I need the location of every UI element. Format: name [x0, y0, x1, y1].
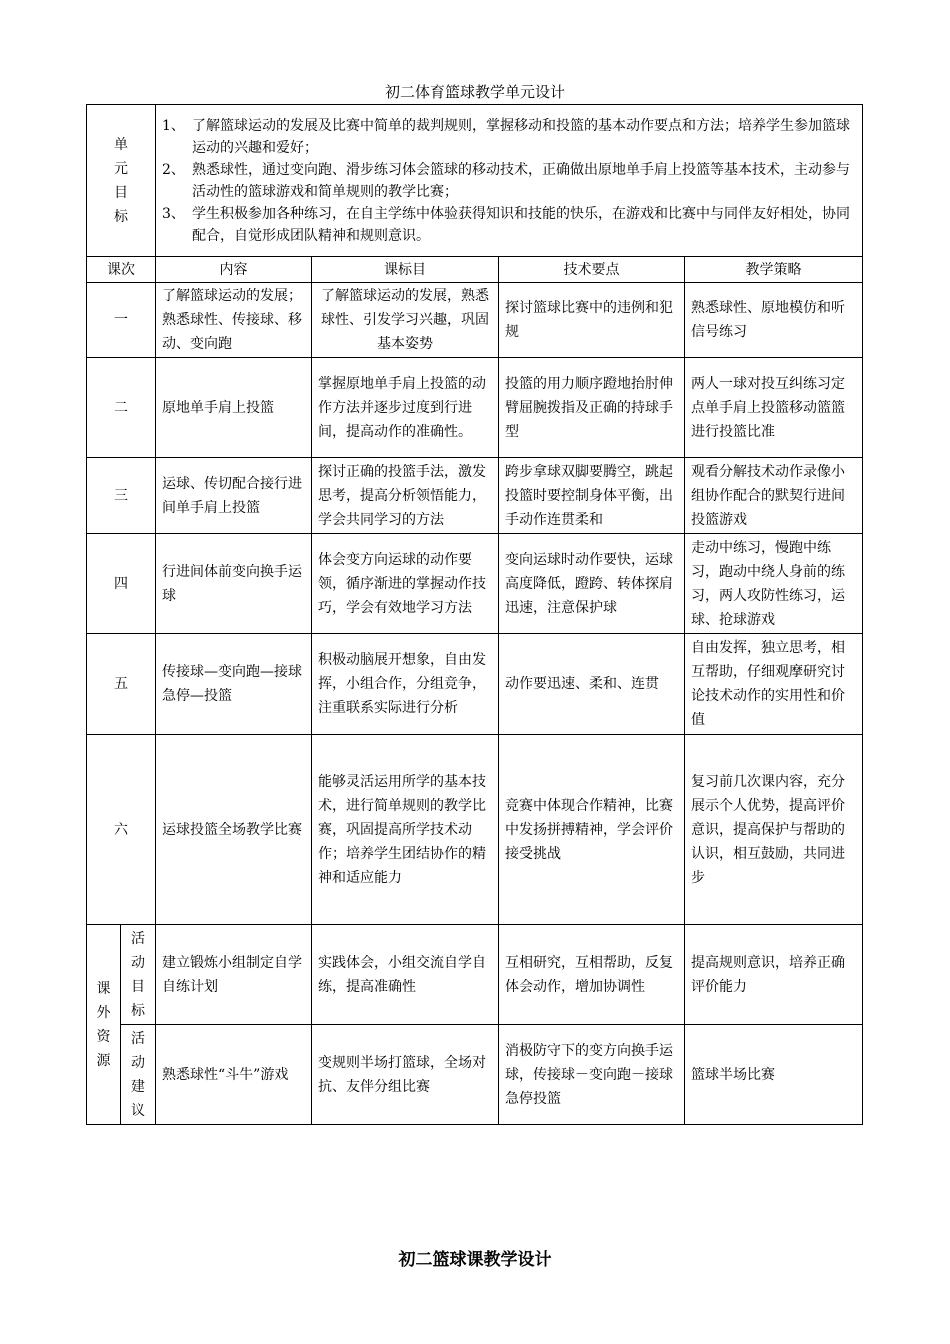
lesson-strategy: 两人一球对投互纠练习定点单手肩上投篮移动篮篮进行投篮比准 — [685, 358, 863, 458]
lesson-goal: 积极动脑展开想象，自由发挥，小组合作，分组竞争，注重联系实际进行分析 — [312, 634, 499, 735]
lesson-goal: 能够灵活运用所学的基本技术，进行简单规则的教学比赛，巩固提高所学技术动作；培养学生团结协作的精神和适应能力 — [312, 735, 499, 925]
extra-activity-label: 活 动 目 标 — [121, 925, 156, 1025]
lesson-content: 了解篮球运动的发展；熟悉球性、传接球、移动、变向跑 — [156, 283, 312, 358]
extra-content: 熟悉球性“斗牛”游戏 — [156, 1025, 312, 1125]
extra-row — [87, 1025, 863, 1125]
goal-item: 3、 学生积极参加各种练习，在自主学练中体验获得知识和技能的快乐，在游戏和比赛中与同伴友好相处，协同配合，自觉形成团队精神和规则意识。 — [162, 205, 850, 244]
lesson-strategy: 复习前几次课内容，充分展示个人优势，提高评价意识，提高保护与帮助的认识，相互鼓励，共同进步 — [685, 735, 863, 925]
lesson-row — [87, 283, 863, 358]
header-strategy: 教学策略 — [685, 257, 863, 283]
header-row — [87, 257, 863, 283]
header-content: 内容 — [156, 257, 312, 283]
lesson-tech: 竞赛中体现合作精神，比赛中发扬拼搏精神，学会评价接受挑战 — [499, 735, 685, 925]
lesson-content: 原地单手肩上投篮 — [156, 358, 312, 458]
lesson-tech: 变向运球时动作要快，运球高度降低，蹬跨、转体探肩迅速，注意保护球 — [499, 534, 685, 634]
lesson-row — [87, 534, 863, 634]
extra-goal: 变规则半场打篮球，全场对抗、友伴分组比赛 — [312, 1025, 499, 1125]
lesson-number: 六 — [87, 735, 156, 925]
extra-resources-label: 课 外 资 源 — [87, 925, 121, 1125]
extra-tech: 消极防守下的变方向换手运球，传接球－变向跑－接球急停投篮 — [499, 1025, 685, 1125]
lesson-strategy: 自由发挥，独立思考，相互帮助，仔细观摩研究讨论技术动作的实用性和价值 — [685, 634, 863, 735]
unit-goals-list — [156, 105, 863, 257]
extra-strategy: 篮球半场比赛 — [685, 1025, 863, 1125]
lesson-number: 二 — [87, 358, 156, 458]
lesson-goal: 体会变方向运球的动作要领，循序渐进的掌握动作技巧，学会有效地学习方法 — [312, 534, 499, 634]
lesson-strategy: 走动中练习，慢跑中练习，跑动中绕人身前的练习，两人攻防性练习，运球、抢球游戏 — [685, 534, 863, 634]
extra-activity-label: 活 动 建 议 — [121, 1025, 156, 1125]
lesson-row — [87, 634, 863, 735]
lesson-strategy: 熟悉球性、原地模仿和听信号练习 — [685, 283, 863, 358]
header-goal: 课标目 — [312, 257, 499, 283]
lesson-content: 行进间体前变向换手运球 — [156, 534, 312, 634]
extra-content: 建立锻炼小组制定自学自练计划 — [156, 925, 312, 1025]
lesson-number: 一 — [87, 283, 156, 358]
lesson-goal: 了解篮球运动的发展，熟悉球性、引发学习兴趣，巩固基本姿势 — [312, 283, 499, 358]
unit-design-table — [86, 104, 863, 1125]
extra-goal: 实践体会，小组交流自学自练，提高准确性 — [312, 925, 499, 1025]
document-title: 初二体育篮球教学单元设计 — [384, 83, 565, 101]
unit-goals-row — [87, 105, 863, 257]
lesson-strategy: 观看分解技术动作录像小组协作配合的默契行进间投篮游戏 — [685, 458, 863, 534]
lesson-tech: 跨步拿球双脚要腾空，跳起投篮时要控制身体平衡，出手动作连贯柔和 — [499, 458, 685, 534]
lesson-tech: 探讨篮球比赛中的违例和犯规 — [499, 283, 685, 358]
lesson-number: 三 — [87, 458, 156, 534]
lesson-tech: 动作要迅速、柔和、连贯 — [499, 634, 685, 735]
unit-goals-label: 单 元 目 标 — [87, 105, 156, 257]
lesson-row — [87, 358, 863, 458]
header-lesson: 课次 — [87, 257, 156, 283]
goal-item: 1、 了解篮球运动的发展及比赛中简单的裁判规则，掌握移动和投篮的基本动作要点和方法；培养学生参加篮球运动的兴趣和爱好； — [162, 117, 850, 156]
lesson-tech: 投篮的用力顺序蹬地抬肘伸臂屈腕拨指及正确的持球手型 — [499, 358, 685, 458]
lesson-number: 四 — [87, 534, 156, 634]
lesson-row — [87, 735, 863, 925]
lesson-goal: 探讨正确的投篮手法，激发思考，提高分析领悟能力，学会共同学习的方法 — [312, 458, 499, 534]
lesson-goal: 掌握原地单手肩上投篮的动作方法并逐步过度到行进间，提高动作的准确性。 — [312, 358, 499, 458]
extra-tech: 互相研究，互相帮助，反复体会动作，增加协调性 — [499, 925, 685, 1025]
lesson-number: 五 — [87, 634, 156, 735]
lesson-row — [87, 458, 863, 534]
lesson-content: 传接球—变向跑—接球急停—投篮 — [156, 634, 312, 735]
extra-row — [87, 925, 863, 1025]
lesson-content: 运球、传切配合接行进间单手肩上投篮 — [156, 458, 312, 534]
next-section-title: 初二篮球课教学设计 — [398, 1250, 552, 1270]
header-tech: 技术要点 — [499, 257, 685, 283]
lesson-content: 运球投篮全场教学比赛 — [156, 735, 312, 925]
extra-strategy: 提高规则意识，培养正确评价能力 — [685, 925, 863, 1025]
goal-item: 2、 熟悉球性，通过变向跑、滑步练习体会篮球的移动技术，正确做出原地单手肩上投篮等基本技术，主动参与活动性的篮球游戏和简单规则的教学比赛； — [162, 161, 850, 200]
